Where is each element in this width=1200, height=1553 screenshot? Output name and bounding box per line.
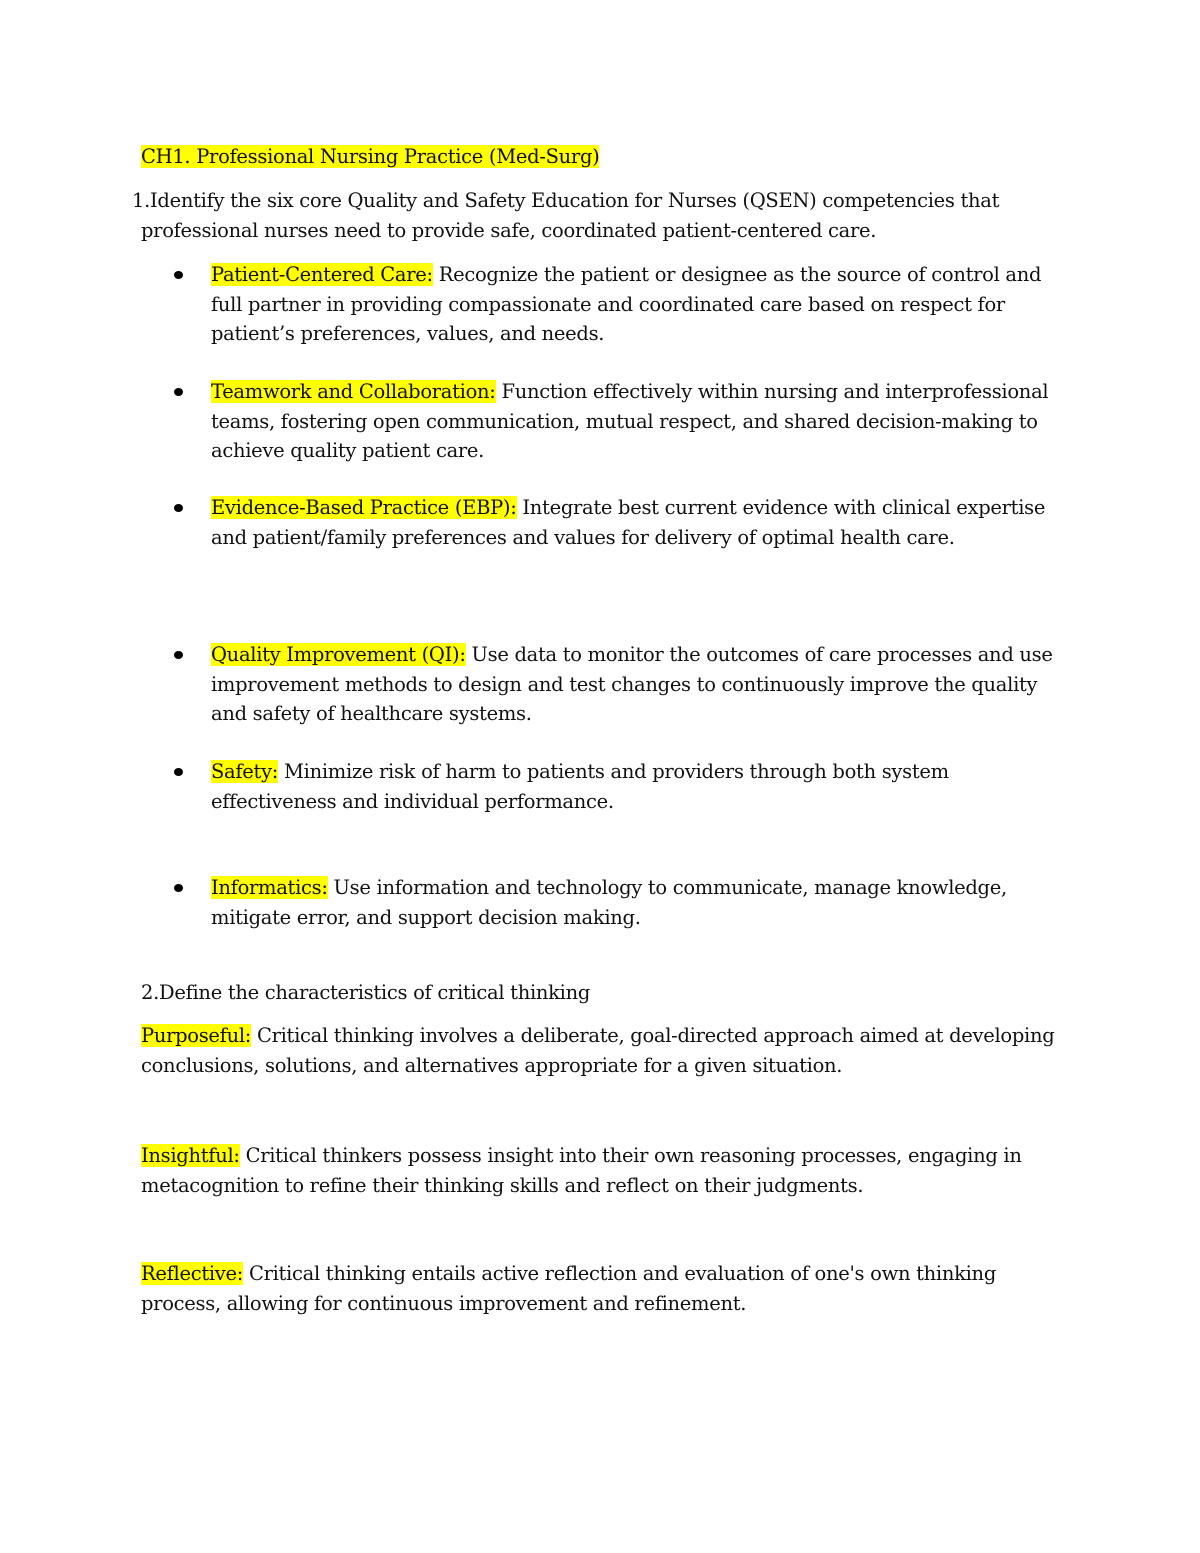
bullet-text: Minimize risk of harm to patients and providers through both system effectiveness and individual performance. (211, 760, 949, 813)
bullet-term: Patient-Centered Care: (211, 263, 433, 286)
bullet-safety (211, 757, 1061, 816)
question-1-line1: Identify the six core Quality and Safety Education for Nurses (QSEN) competencies that (150, 189, 1000, 212)
bullet-term: Quality Improvement (QI): (211, 643, 466, 666)
bullet-term: Teamwork and Collaboration: (211, 380, 496, 403)
characteristic-text: Critical thinkers possess insight into their own reasoning processes, engaging in metacognition to refine their thinking skills and reflect on their judgments. (141, 1144, 1022, 1197)
characteristic-insightful (141, 1141, 1061, 1200)
chapter-heading (141, 142, 599, 172)
question-2: 2.Define the characteristics of critical thinking (141, 981, 591, 1004)
bullet-text: Recognize the patient or designee as the source of control and full partner in providing compassionate and coordinated care based on respect for patient’s preferences, values, and needs. (211, 263, 1042, 345)
question-1-line2: professional nurses need to provide safe, coordinated patient-centered care. (141, 218, 877, 242)
characteristic-term: Insightful: (141, 1144, 240, 1167)
bullet-text: Use information and technology to communicate, manage knowledge, mitigate error, and support decision making. (211, 876, 1007, 929)
bullet-evidence-based-practice (211, 493, 1061, 552)
bullet-text: Use data to monitor the outcomes of care processes and use improvement methods to design and test changes to continuously improve the quality and safety of healthcare systems. (211, 643, 1053, 725)
bullet-teamwork-collaboration (211, 377, 1061, 466)
bullet-term: Informatics: (211, 876, 328, 899)
characteristic-purposeful (141, 1021, 1061, 1080)
bullet-term: Evidence-Based Practice (EBP): (211, 496, 517, 519)
bullet-quality-improvement (211, 640, 1061, 729)
characteristic-reflective (141, 1259, 1061, 1318)
bullet-patient-centered-care (211, 260, 1061, 349)
chapter-heading-text: CH1. Professional Nursing Practice (Med-Surg) (141, 145, 600, 168)
characteristic-text: Critical thinking entails active reflection and evaluation of one's own thinking process, allowing for continuous improvement and refinement. (141, 1262, 996, 1315)
bullet-text: Function effectively within nursing and interprofessional teams, fostering open communication, mutual respect, and shared decision-making to achieve quality patient care. (211, 380, 1049, 462)
characteristic-term: Reflective: (141, 1262, 244, 1285)
characteristic-text: Critical thinking involves a deliberate, goal-directed approach aimed at developing conclusions, solutions, and alternatives appropriate for a given situation. (141, 1024, 1055, 1077)
question-1-number: 1. (132, 189, 151, 212)
bullet-text: Integrate best current evidence with clinical expertise and patient/family preferences and values for delivery of optimal health care. (211, 496, 1046, 549)
characteristic-term: Purposeful: (141, 1024, 252, 1047)
question-1 (132, 186, 1062, 245)
bullet-term: Safety: (211, 760, 279, 783)
bullet-informatics (211, 873, 1061, 932)
